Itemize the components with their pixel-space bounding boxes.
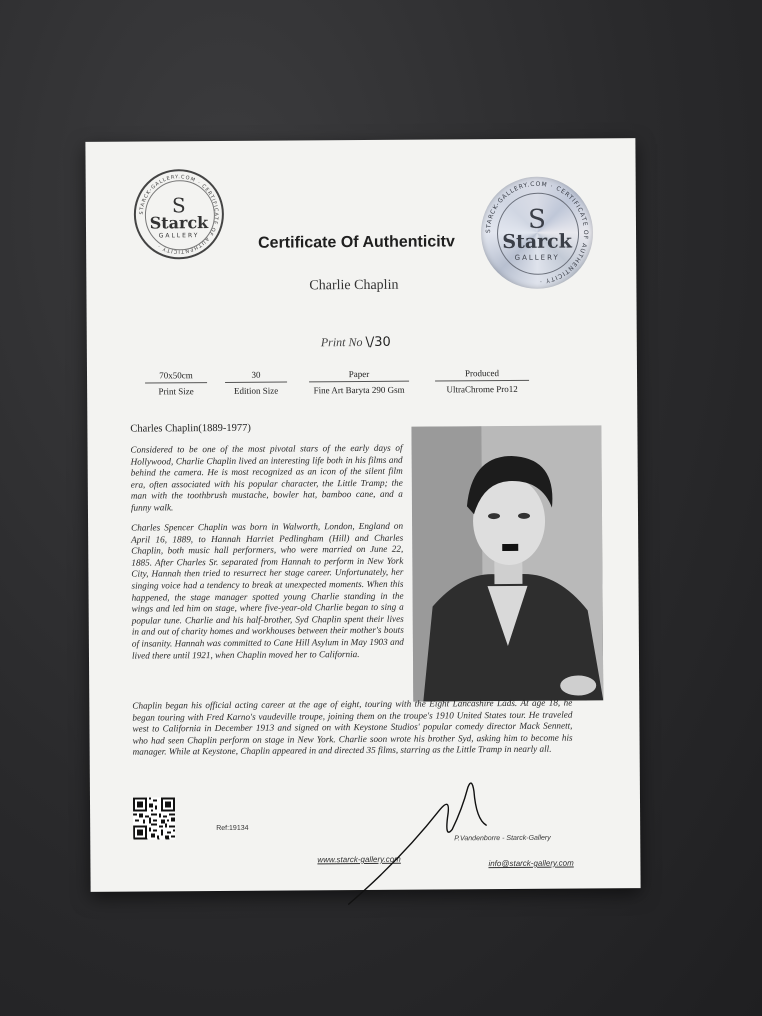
- email-link[interactable]: info@starck-gallery.com: [488, 858, 574, 869]
- portrait-photo: [411, 425, 603, 701]
- spec-print-size: [145, 370, 207, 396]
- spec-label: Print Size: [158, 386, 194, 397]
- certificate-card: [85, 138, 640, 892]
- reference-number: Ref:19134: [216, 824, 249, 833]
- svg-text:STARCK-GALLERY.COM · CERTIFICA: STARCK-GALLERY.COM · CERTIFICATE OF AUTHENTICITY ·: [484, 180, 590, 285]
- certificate-title: Certificate Of Authenticitv: [258, 233, 455, 252]
- spec-value: 30: [225, 370, 287, 383]
- signer-name: P.Vandenborre - Starck-Gallery: [454, 834, 551, 843]
- starck-seal-logo: [134, 169, 225, 260]
- bio-paragraph: Considered to be one of the most pivotal stars of the early days of Hollywood, Charlie Chaplin lived an interesting life both in his films and behind the camera. He is most recognized as an icon of the silent film era, often associated with his popular character, the Little Tramp; the man with the toothbrush mustache, bowler hat, bamboo cane, and a funny walk.: [130, 442, 403, 513]
- holo-brand-name: Starck: [502, 230, 572, 254]
- seal-brand-name: Starck: [149, 213, 209, 233]
- bio-paragraph: Chaplin began his official acting career at the age of eight, touring with the Eight Lancashire Lads. At age 18, he began touring with Fred Karno's vaudeville troupe, joining them on the troupe's 1910 United States tour. He traveled west to California in December 1913 and signed on with Keystone Studios' popular comedy director Mack Sennett, who had seen Chaplin perform on stage in New York. Charlie soon wrote his brother Syd, asking him to become his manager. While at Keystone, Chaplin appeared in and directed 35 films, starring as the Little Tramp in nearly all.: [132, 697, 573, 757]
- holo-seal-mark: S: [527, 204, 546, 235]
- bio-paragraph: Charles Spencer Chaplin was born in Walworth, London, England on April 16, 1889, to Hannah Harriet Pedlingham (Hill) and Charles Chaplin, both music hall performers, who were married on June 22, 1885. After Charles Sr. separated from Hannah to perform in New York City, Hannah then tried to resurrect her stage career. Unfortunately, her singing voice had a tendency to break at unexpected moments. When this happened, the stage manager spotted young Charlie standing in the wings and led him on stage, where five-year-old Charlie began to sing a popular tune. Charlie and his half-brother, Syd Chaplin spent their lives in and out of charity homes and workhouses between their mother's bouts of insanity. Hannah was committed to Cane Hill Asylum in May 1903 and lived there until 1921, when Chaplin moved her to California.: [131, 520, 404, 661]
- spec-label: Fine Art Baryta 290 Gsm: [313, 384, 405, 396]
- print-number-label: Print No: [320, 334, 363, 350]
- spec-paper: [309, 369, 409, 396]
- print-number: [321, 335, 391, 350]
- spec-label: Edition Size: [233, 385, 279, 396]
- qr-code-icon: [133, 797, 175, 839]
- holo-brand-sub: GALLERY: [514, 253, 560, 262]
- svg-text:STARCK-GALLERY.COM · CERTIFICA: STARCK-GALLERY.COM · CERTIFICATE OF AUTHENTICITY ·: [138, 174, 219, 255]
- spec-value: 70x50cm: [145, 370, 207, 383]
- portrait-illustration-icon: [411, 425, 603, 701]
- spec-value: Produced: [435, 368, 529, 382]
- seal-mark: S: [171, 193, 186, 218]
- holographic-seal-sticker: [481, 176, 594, 289]
- website-link[interactable]: www.starck-gallery.com: [317, 854, 401, 865]
- bio-heading: Charles Chaplin(1889-1977): [130, 422, 251, 435]
- print-number-value: \/30: [365, 334, 391, 350]
- seal-brand-sub: GALLERY: [158, 232, 200, 240]
- qr-code[interactable]: [133, 797, 175, 839]
- spec-edition-size: [225, 370, 287, 396]
- spec-label: UltraChrome Pro12: [446, 383, 518, 395]
- spec-produced: [435, 368, 529, 395]
- artist-name: Charlie Chaplin: [309, 277, 399, 294]
- spec-value: Paper: [309, 369, 409, 383]
